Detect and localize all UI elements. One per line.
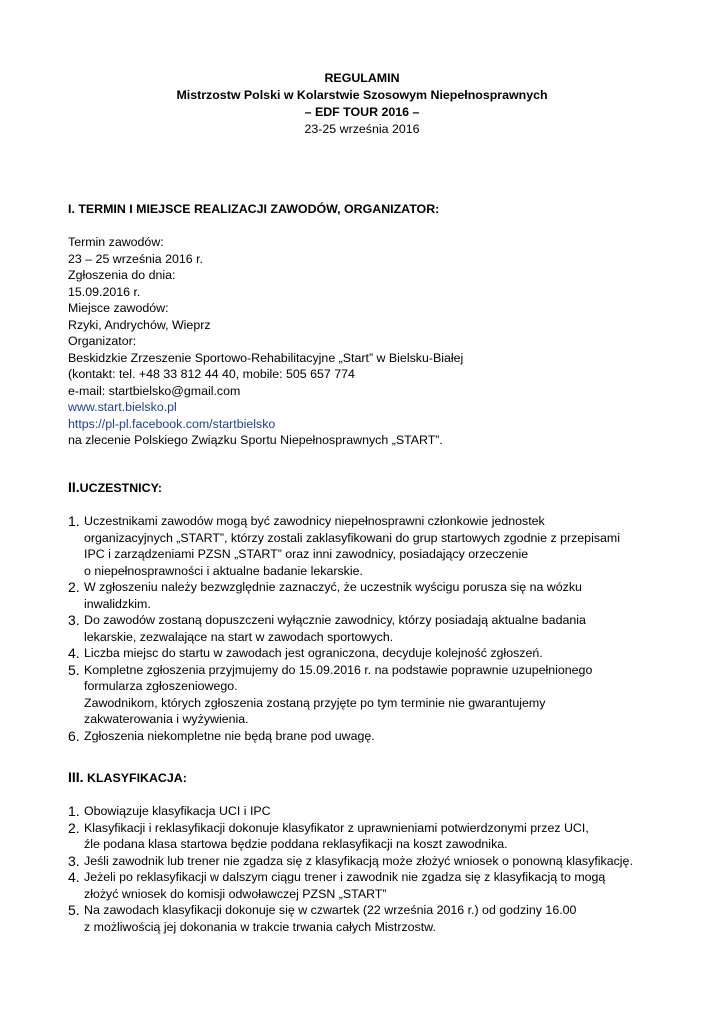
list-line: Zawodnikom, których zgłoszenia zostaną przyjęte po tym terminie nie gwarantujemy [84,695,546,710]
section-2-title: UCZESTNICY: [79,481,163,495]
section-1-body [68,234,463,449]
list-number: 4. [68,645,80,661]
list-item [68,728,620,745]
list-number: 3. [68,852,80,869]
list-number: 5. [68,902,80,918]
list-number: 2. [68,579,80,595]
list-number: 6. [68,727,80,744]
list-item [68,820,633,853]
text-line: Rzyki, Andrychów, Wieprz [68,317,211,332]
list-line: źle podana klasa startowa będzie poddana reklasyfikacji na koszt zawodnika. [84,837,508,851]
list-line: inwalidzkim. [84,596,151,611]
section-3-list [68,803,633,935]
list-number: 1. [68,513,80,529]
title-line-2: Mistrzostw Polski w Kolarstwie Szosowym Niepełnosprawnych [176,88,548,102]
list-line: IPC i zarządzeniami PZSN „START” oraz inni zawodnicy, posiadający orzeczenie [84,547,529,561]
list-line: W zgłoszeniu należy bezwzględnie zaznaczyć, że uczestnik wyścigu porusza się na wózku [84,580,582,594]
list-line: Do zawodów zostaną dopuszczeni wyłącznie zawodnicy, którzy posiadają aktualne badania [84,613,586,627]
list-line: o niepełnosprawności i aktualne badanie lekarskie. [84,563,363,578]
list-item [68,853,633,870]
section-3-title: KLASYFIKACJA: [87,771,187,785]
list-item [68,869,633,902]
list-line: Zgłoszenia niekompletne nie będą brane pod uwagę. [84,728,375,743]
section-1-heading: I. TERMIN I MIEJSCE REALIZACJI ZAWODÓW, ORGANIZATOR: [68,202,440,216]
section-2-number: II. [68,479,80,495]
list-line: Uczestnikami zawodów mogą być zawodnicy niepełnosprawni członkowie jednostek [84,514,545,528]
list-number: 5. [68,661,80,678]
list-number: 1. [68,803,80,819]
list-number: 2. [68,819,80,836]
website-link[interactable]: www.start.bielsko.pl [68,400,177,414]
list-line: organizacyjnych „START”, którzy zostali zaklasyfikowani do grup startowych zgodnie z przepisami [84,530,620,545]
text-line: e-mail: startbielsko@gmail.com [68,383,241,398]
section-3-number: III. [68,769,84,785]
list-line: Klasyfikacji i reklasyfikacji dokonuje klasyfikator z uprawnieniami potwierdzonymi przez UCI, [84,820,589,835]
list-line: z możliwością jej dokonania w trakcie trwania całych Mistrzostw. [84,919,436,934]
list-item [68,902,633,935]
list-item [68,803,633,820]
facebook-link[interactable]: https://pl-pl.facebook.com/startbielsko [68,416,276,431]
list-item [68,612,620,645]
list-line: Liczba miejsc do startu w zawodach jest ograniczona, decyduje kolejność zgłoszeń. [84,646,543,660]
list-number: 4. [68,869,80,885]
list-item [68,579,620,612]
text-line: Zgłoszenia do dnia: [68,268,176,282]
section-2-heading [68,479,162,497]
list-line: zakwaterowania i wyżywienia. [84,712,249,726]
list-line: lekarskie, zezwalające na start w zawodach sportowych. [84,629,394,644]
text-line: (kontakt: tel. +48 33 812 44 40, mobile: 505 657 774 [68,367,355,381]
list-line: Kompletne zgłoszenia przyjmujemy do 15.09.2016 r. na podstawie poprawnie uzupełnionego [84,662,593,677]
list-item [68,513,620,579]
list-item [68,662,620,728]
text-line: Beskidzkie Zrzeszenie Sportowo-Rehabilitacyjne „Start” w Bielsku-Białej [68,350,464,365]
list-line: złożyć wniosek do komisji odwoławczej PZSN „START” [84,886,387,901]
list-item [68,645,620,662]
title-line-3: – EDF TOUR 2016 – [304,105,420,119]
text-line: Miejsce zawodów: [68,301,169,315]
list-line: Jeżeli po reklasyfikacji w dalszym ciągu trener i zawodnik nie zgadza się z klasyfikacją to mogą [84,870,606,884]
section-3-heading [68,769,187,787]
list-number: 3. [68,612,80,628]
document-title [0,70,724,138]
list-line: Na zawodach klasyfikacji dokonuje się w czwartek (22 września 2016 r.) od godziny 16.00 [84,903,577,917]
text-line: 23 – 25 września 2016 r. [68,251,204,266]
list-line: formularza zgłoszeniowego. [84,679,238,693]
section-2-list [68,513,620,744]
list-line: Obowiązuje klasyfikacja UCI i IPC [84,804,271,818]
list-line: Jeśli zawodnik lub trener nie zgadza się z klasyfikacją może złożyć wniosek o ponowną klasyfikację. [84,853,633,868]
text-line: Termin zawodów: [68,235,164,249]
text-line: 15.09.2016 r. [68,284,141,299]
text-line: na zlecenie Polskiego Związku Sportu Niepełnosprawnych „START”. [68,433,443,447]
title-date: 23-25 września 2016 [304,122,420,136]
title-line-1: REGULAMIN [324,71,400,85]
text-line: Organizator: [68,334,137,348]
